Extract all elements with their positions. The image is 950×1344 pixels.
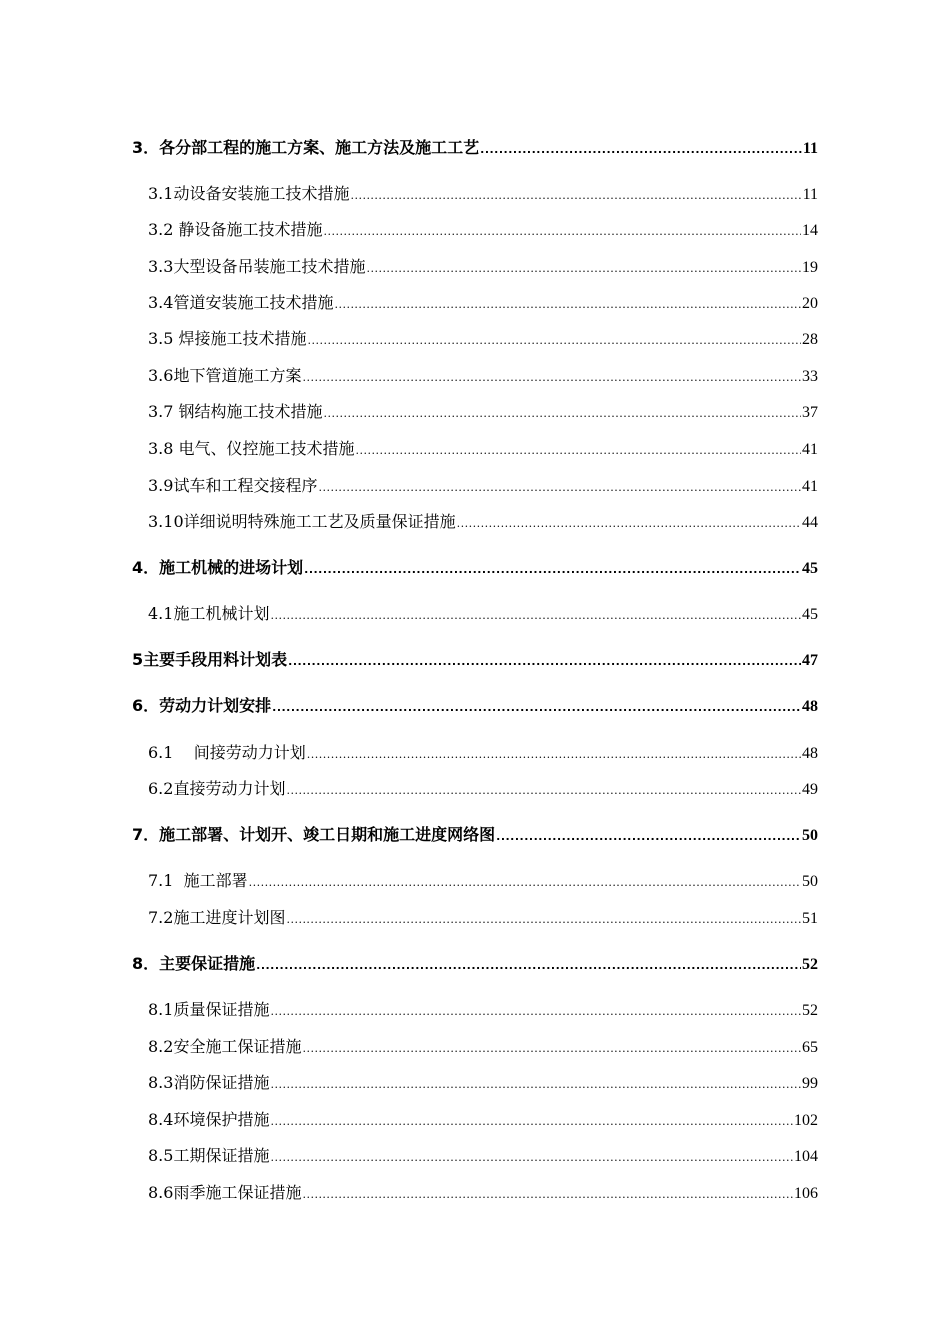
toc-entry-page: 99 bbox=[802, 1075, 818, 1092]
toc-entry-page: 65 bbox=[802, 1039, 818, 1056]
toc-entry-page: 52 bbox=[802, 956, 818, 973]
toc-leader-dots bbox=[302, 1037, 801, 1061]
toc-entry-title: 8.1质量保证措施 bbox=[148, 1000, 270, 1019]
toc-entry[interactable] bbox=[148, 741, 818, 765]
toc-entry[interactable] bbox=[132, 136, 818, 160]
toc-entry-page: 50 bbox=[802, 873, 818, 890]
toc-entry[interactable] bbox=[132, 823, 818, 847]
toc-entry-title: 5主要手段用料计划表 bbox=[132, 650, 288, 669]
toc-entry[interactable] bbox=[148, 998, 818, 1022]
toc-entry-page: 52 bbox=[802, 1002, 818, 1019]
toc-entry-title: 6.1 间接劳动力计划 bbox=[148, 743, 306, 762]
toc-entry-title: 4.1施工机械计划 bbox=[148, 604, 270, 623]
toc-entry-title: 8.6雨季施工保证措施 bbox=[148, 1183, 302, 1202]
toc-entry-page: 19 bbox=[802, 259, 818, 276]
toc-entry[interactable] bbox=[148, 602, 818, 626]
toc-entry-page: 51 bbox=[802, 910, 818, 927]
toc-entry-page: 45 bbox=[802, 560, 818, 577]
toc-entry-page: 50 bbox=[802, 827, 818, 844]
toc-entry-page: 20 bbox=[802, 295, 818, 312]
toc-entry[interactable] bbox=[148, 291, 818, 315]
toc-entry-title: 3.5 焊接施工技术措施 bbox=[148, 329, 307, 348]
toc-entry-page: 106 bbox=[794, 1185, 818, 1202]
toc-entry-page: 102 bbox=[794, 1112, 818, 1129]
toc-entry[interactable] bbox=[148, 182, 818, 206]
toc-leader-dots bbox=[496, 825, 801, 849]
toc-entry-title: 8．主要保证措施 bbox=[132, 954, 256, 973]
toc-leader-dots bbox=[302, 366, 801, 390]
toc-leader-dots bbox=[307, 743, 801, 767]
toc-entry[interactable] bbox=[148, 400, 818, 424]
toc-entry[interactable] bbox=[148, 906, 818, 930]
toc-entry-title: 3.8 电气、仪控施工技术措施 bbox=[148, 439, 355, 458]
toc-entry[interactable] bbox=[132, 952, 818, 976]
toc-leader-dots bbox=[270, 1110, 793, 1134]
toc-entry[interactable] bbox=[148, 510, 818, 534]
toc-entry-page: 14 bbox=[802, 222, 818, 239]
toc-entry[interactable] bbox=[148, 1108, 818, 1132]
toc-leader-dots bbox=[302, 1183, 793, 1207]
toc-leader-dots bbox=[356, 439, 801, 463]
toc-entry-page: 11 bbox=[802, 140, 818, 157]
toc-entry-title: 6.2直接劳动力计划 bbox=[148, 779, 286, 798]
toc-leader-dots bbox=[270, 1000, 801, 1024]
toc-entry-title: 3.10详细说明特殊施工工艺及质量保证措施 bbox=[148, 512, 456, 531]
toc-entry-page: 44 bbox=[802, 514, 818, 531]
toc-leader-dots bbox=[272, 696, 801, 720]
toc-leader-dots bbox=[308, 329, 801, 353]
toc-entry-page: 41 bbox=[802, 478, 818, 495]
toc-leader-dots bbox=[318, 476, 801, 500]
toc-entry[interactable] bbox=[148, 255, 818, 279]
toc-leader-dots bbox=[304, 558, 801, 582]
toc-leader-dots bbox=[324, 402, 801, 426]
toc-entry[interactable] bbox=[132, 556, 818, 580]
toc-entry-page: 48 bbox=[802, 745, 818, 762]
toc-entry[interactable] bbox=[148, 364, 818, 388]
toc-leader-dots bbox=[286, 779, 801, 803]
toc-leader-dots bbox=[270, 1146, 793, 1170]
toc-entry[interactable] bbox=[148, 1181, 818, 1205]
toc-entry[interactable] bbox=[148, 1035, 818, 1059]
toc-leader-dots bbox=[350, 184, 801, 208]
toc-entry-title: 8.4环境保护措施 bbox=[148, 1110, 270, 1129]
toc-entry[interactable] bbox=[148, 327, 818, 351]
toc-entry[interactable] bbox=[148, 869, 818, 893]
toc-entry-title: 7.1 施工部署 bbox=[148, 871, 248, 890]
toc-leader-dots bbox=[457, 512, 801, 536]
toc-entry-page: 41 bbox=[802, 441, 818, 458]
toc-entry-title: 7.2施工进度计划图 bbox=[148, 908, 286, 927]
toc-entry[interactable] bbox=[148, 437, 818, 461]
toc-entry-title: 3.9试车和工程交接程序 bbox=[148, 476, 318, 495]
toc-entry-page: 28 bbox=[802, 331, 818, 348]
toc-entry-title: 3.3大型设备吊装施工技术措施 bbox=[148, 257, 366, 276]
toc-entry-title: 8.5工期保证措施 bbox=[148, 1146, 270, 1165]
toc-leader-dots bbox=[249, 871, 801, 895]
toc-entry-page: 47 bbox=[802, 652, 818, 669]
toc-entry-title: 6．劳动力计划安排 bbox=[132, 696, 272, 715]
toc-entry-page: 37 bbox=[802, 404, 818, 421]
toc-entry-page: 45 bbox=[802, 606, 818, 623]
toc-leader-dots bbox=[366, 257, 801, 281]
toc-entry-title: 3.2 静设备施工技术措施 bbox=[148, 220, 323, 239]
toc-leader-dots bbox=[256, 954, 801, 978]
toc-leader-dots bbox=[334, 293, 801, 317]
toc-entry-title: 8.3消防保证措施 bbox=[148, 1073, 270, 1092]
toc-entry-title: 4．施工机械的进场计划 bbox=[132, 558, 304, 577]
toc-entry-title: 3.6地下管道施工方案 bbox=[148, 366, 302, 385]
toc-leader-dots bbox=[324, 220, 801, 244]
toc-leader-dots bbox=[286, 908, 801, 932]
toc-leader-dots bbox=[270, 1073, 801, 1097]
toc-entry-title: 3．各分部工程的施工方案、施工方法及施工工艺 bbox=[132, 138, 480, 157]
toc-entry[interactable] bbox=[148, 1144, 818, 1168]
toc-entry-page: 49 bbox=[802, 781, 818, 798]
toc-entry[interactable] bbox=[148, 777, 818, 801]
toc-entry-page: 33 bbox=[802, 368, 818, 385]
toc-entry-title: 3.7 钢结构施工技术措施 bbox=[148, 402, 323, 421]
toc-entry-title: 3.4管道安装施工技术措施 bbox=[148, 293, 334, 312]
toc-entry[interactable] bbox=[148, 1071, 818, 1095]
toc-entry-page: 11 bbox=[802, 186, 818, 203]
toc-leader-dots bbox=[480, 138, 802, 162]
toc-entry-page: 104 bbox=[794, 1148, 818, 1165]
toc-leader-dots bbox=[288, 650, 801, 674]
toc-entry-title: 7．施工部署、计划开、竣工日期和施工进度网络图 bbox=[132, 825, 496, 844]
toc-entry-title: 3.1动设备安装施工技术措施 bbox=[148, 184, 350, 203]
toc-leader-dots bbox=[270, 604, 801, 628]
toc-entry-title: 8.2安全施工保证措施 bbox=[148, 1037, 302, 1056]
toc-entry-page: 48 bbox=[802, 698, 818, 715]
toc-entry[interactable] bbox=[148, 474, 818, 498]
toc-entry[interactable] bbox=[132, 648, 818, 672]
toc-entry[interactable] bbox=[132, 694, 818, 718]
toc-entry[interactable] bbox=[148, 218, 818, 242]
